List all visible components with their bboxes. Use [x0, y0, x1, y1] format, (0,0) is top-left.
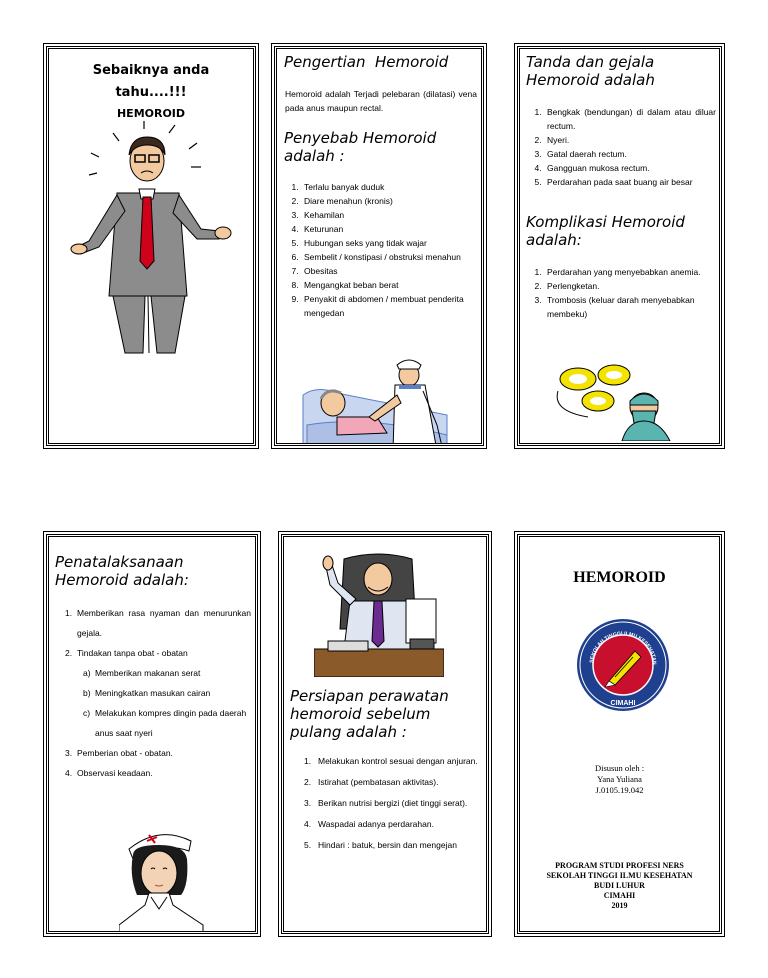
- author-id: J.0105.19.042: [595, 785, 644, 795]
- footer-line: SEKOLAH TINGGI ILMU KESEHATAN: [546, 871, 693, 880]
- causes-heading: Penyebab Hemoroid adalah :: [284, 129, 437, 165]
- list-item: 3. Kehamilan: [301, 208, 477, 222]
- complications-heading: Komplikasi Hemoroid adalah:: [526, 213, 685, 249]
- list-item: 4. Keturunan: [301, 222, 477, 236]
- list-item: 7. Obesitas: [301, 264, 477, 278]
- discharge-list: 1. Melakukan kontrol sesuai dengan anjuran. 2. Istirahat (pembatasan aktivitas). 3. Berikan nutrisi bergizi (diet tinggi serat). 4. Waspadai adanya perdarahan. 5. Hindari : batuk, bersin dan mengejan: [284, 751, 482, 856]
- list-item: Istirahat (pembatasan aktivitas).: [318, 777, 439, 787]
- causes-list: [277, 180, 477, 320]
- logo-arc-text: SEKOLAH TINGGI ILMU KESEHATAN: [589, 630, 658, 665]
- panel-definition-causes: [274, 46, 484, 446]
- intro-subtitle: HEMOROID: [116, 107, 186, 120]
- list-item: Memberikan makanan serat: [95, 668, 201, 678]
- intro-line-1: Sebaiknya anda: [92, 63, 210, 78]
- list-item: 4. Gangguan mukosa rectum.: [544, 161, 716, 175]
- intro-line-2: tahu....!!!: [115, 85, 187, 100]
- panel-signs-complications: [517, 46, 722, 446]
- doctor-desk-illustration: [314, 549, 444, 677]
- panel-cover: [517, 534, 722, 934]
- list-item: Meningkatkan masukan cairan: [95, 688, 211, 698]
- list-item: 9. Penyakit di abdomen / membuat penderita mengedan: [301, 292, 477, 320]
- complications-list: [520, 265, 710, 321]
- list-item: Pemberian obat - obatan.: [77, 748, 173, 758]
- list-item: 2. Perlengketan.: [544, 279, 710, 293]
- nurse-patient-illustration: [297, 355, 467, 446]
- definition-heading: Pengertian Hemoroid: [284, 53, 449, 71]
- list-item: 6. Sembelit / konstipasi / obstruksi menahun: [301, 250, 477, 264]
- nurse-portrait-illustration: [119, 825, 209, 934]
- list-item: Observasi keadaan.: [77, 768, 153, 778]
- list-item: 1. Bengkak (bendungan) di dalam atau diluar rectum.: [544, 105, 716, 133]
- list-item: 5. Hubungan seks yang tidak wajar: [301, 236, 477, 250]
- list-item: Berikan nutrisi bergizi (diet tinggi serat).: [318, 798, 468, 808]
- cover-footer: [520, 861, 719, 911]
- list-item: Melakukan kompres dingin pada daerah anus saat nyeri: [95, 708, 247, 738]
- management-heading: Penatalaksanaan Hemoroid adalah:: [55, 553, 189, 589]
- panel-discharge-prep: [281, 534, 489, 934]
- footer-line: BUDI LUHUR: [594, 881, 645, 890]
- list-item: 1. Terlalu banyak duduk: [301, 180, 477, 194]
- list-item: 1. Perdarahan yang menyebabkan anemia.: [544, 265, 710, 279]
- list-item: 2. Diare menahun (kronis): [301, 194, 477, 208]
- footer-line: 2019: [611, 901, 628, 910]
- list-item: Waspadai adanya perdarahan.: [318, 819, 434, 829]
- list-item: 5. Perdarahan pada saat buang air besar: [544, 175, 716, 189]
- author-block: [520, 763, 719, 796]
- cover-title: HEMOROID: [573, 569, 666, 586]
- list-item: Tindakan tanpa obat - obatan: [77, 648, 188, 658]
- definition-text: Hemoroid adalah Terjadi pelebaran (dilatasi) vena pada anus maupun rectal.: [285, 89, 477, 113]
- list-item: 8. Mengangkat beban berat: [301, 278, 477, 292]
- list-item: Melakukan kontrol sesuai dengan anjuran.: [318, 756, 478, 766]
- surgeon-illustration: [548, 361, 678, 441]
- management-list: 1. Memberikan rasa nyaman dan menurunkan gejala. 2. Tindakan tanpa obat - obatan a) Memberikan makanan serat b) Meningkatkan masukan cairan c) Melakukan kompres dingin pada daerah anus saat nyeri 3. Pemberian obat - obatan. 4. Observasi keadaan.: [49, 603, 251, 783]
- confused-man-illustration: [69, 121, 239, 361]
- list-item: 3. Trombosis (keluar darah menyebabkan membeku): [544, 293, 710, 321]
- list-item: Memberikan rasa nyaman dan menurunkan gejala.: [77, 608, 251, 638]
- panel-management: [46, 534, 258, 934]
- list-item: Hindari : batuk, bersin dan mengejan: [318, 840, 457, 850]
- author-label: Disusun oleh :: [594, 763, 645, 773]
- list-item: 2. Nyeri.: [544, 133, 716, 147]
- signs-list: [520, 105, 716, 189]
- logo-city: CIMAHI: [610, 700, 636, 707]
- list-item: 3. Gatal daerah rectum.: [544, 147, 716, 161]
- signs-heading: Tanda dan gejala Hemoroid adalah: [526, 53, 655, 89]
- author-name: Yana Yuliana: [597, 774, 642, 784]
- college-logo: [575, 617, 671, 713]
- footer-line: CIMAHI: [603, 891, 636, 900]
- panel-intro: [46, 46, 256, 446]
- discharge-heading: Persiapan perawatan hemoroid sebelum pulang adalah :: [290, 687, 449, 741]
- footer-line: PROGRAM STUDI PROFESI NERS: [555, 861, 684, 870]
